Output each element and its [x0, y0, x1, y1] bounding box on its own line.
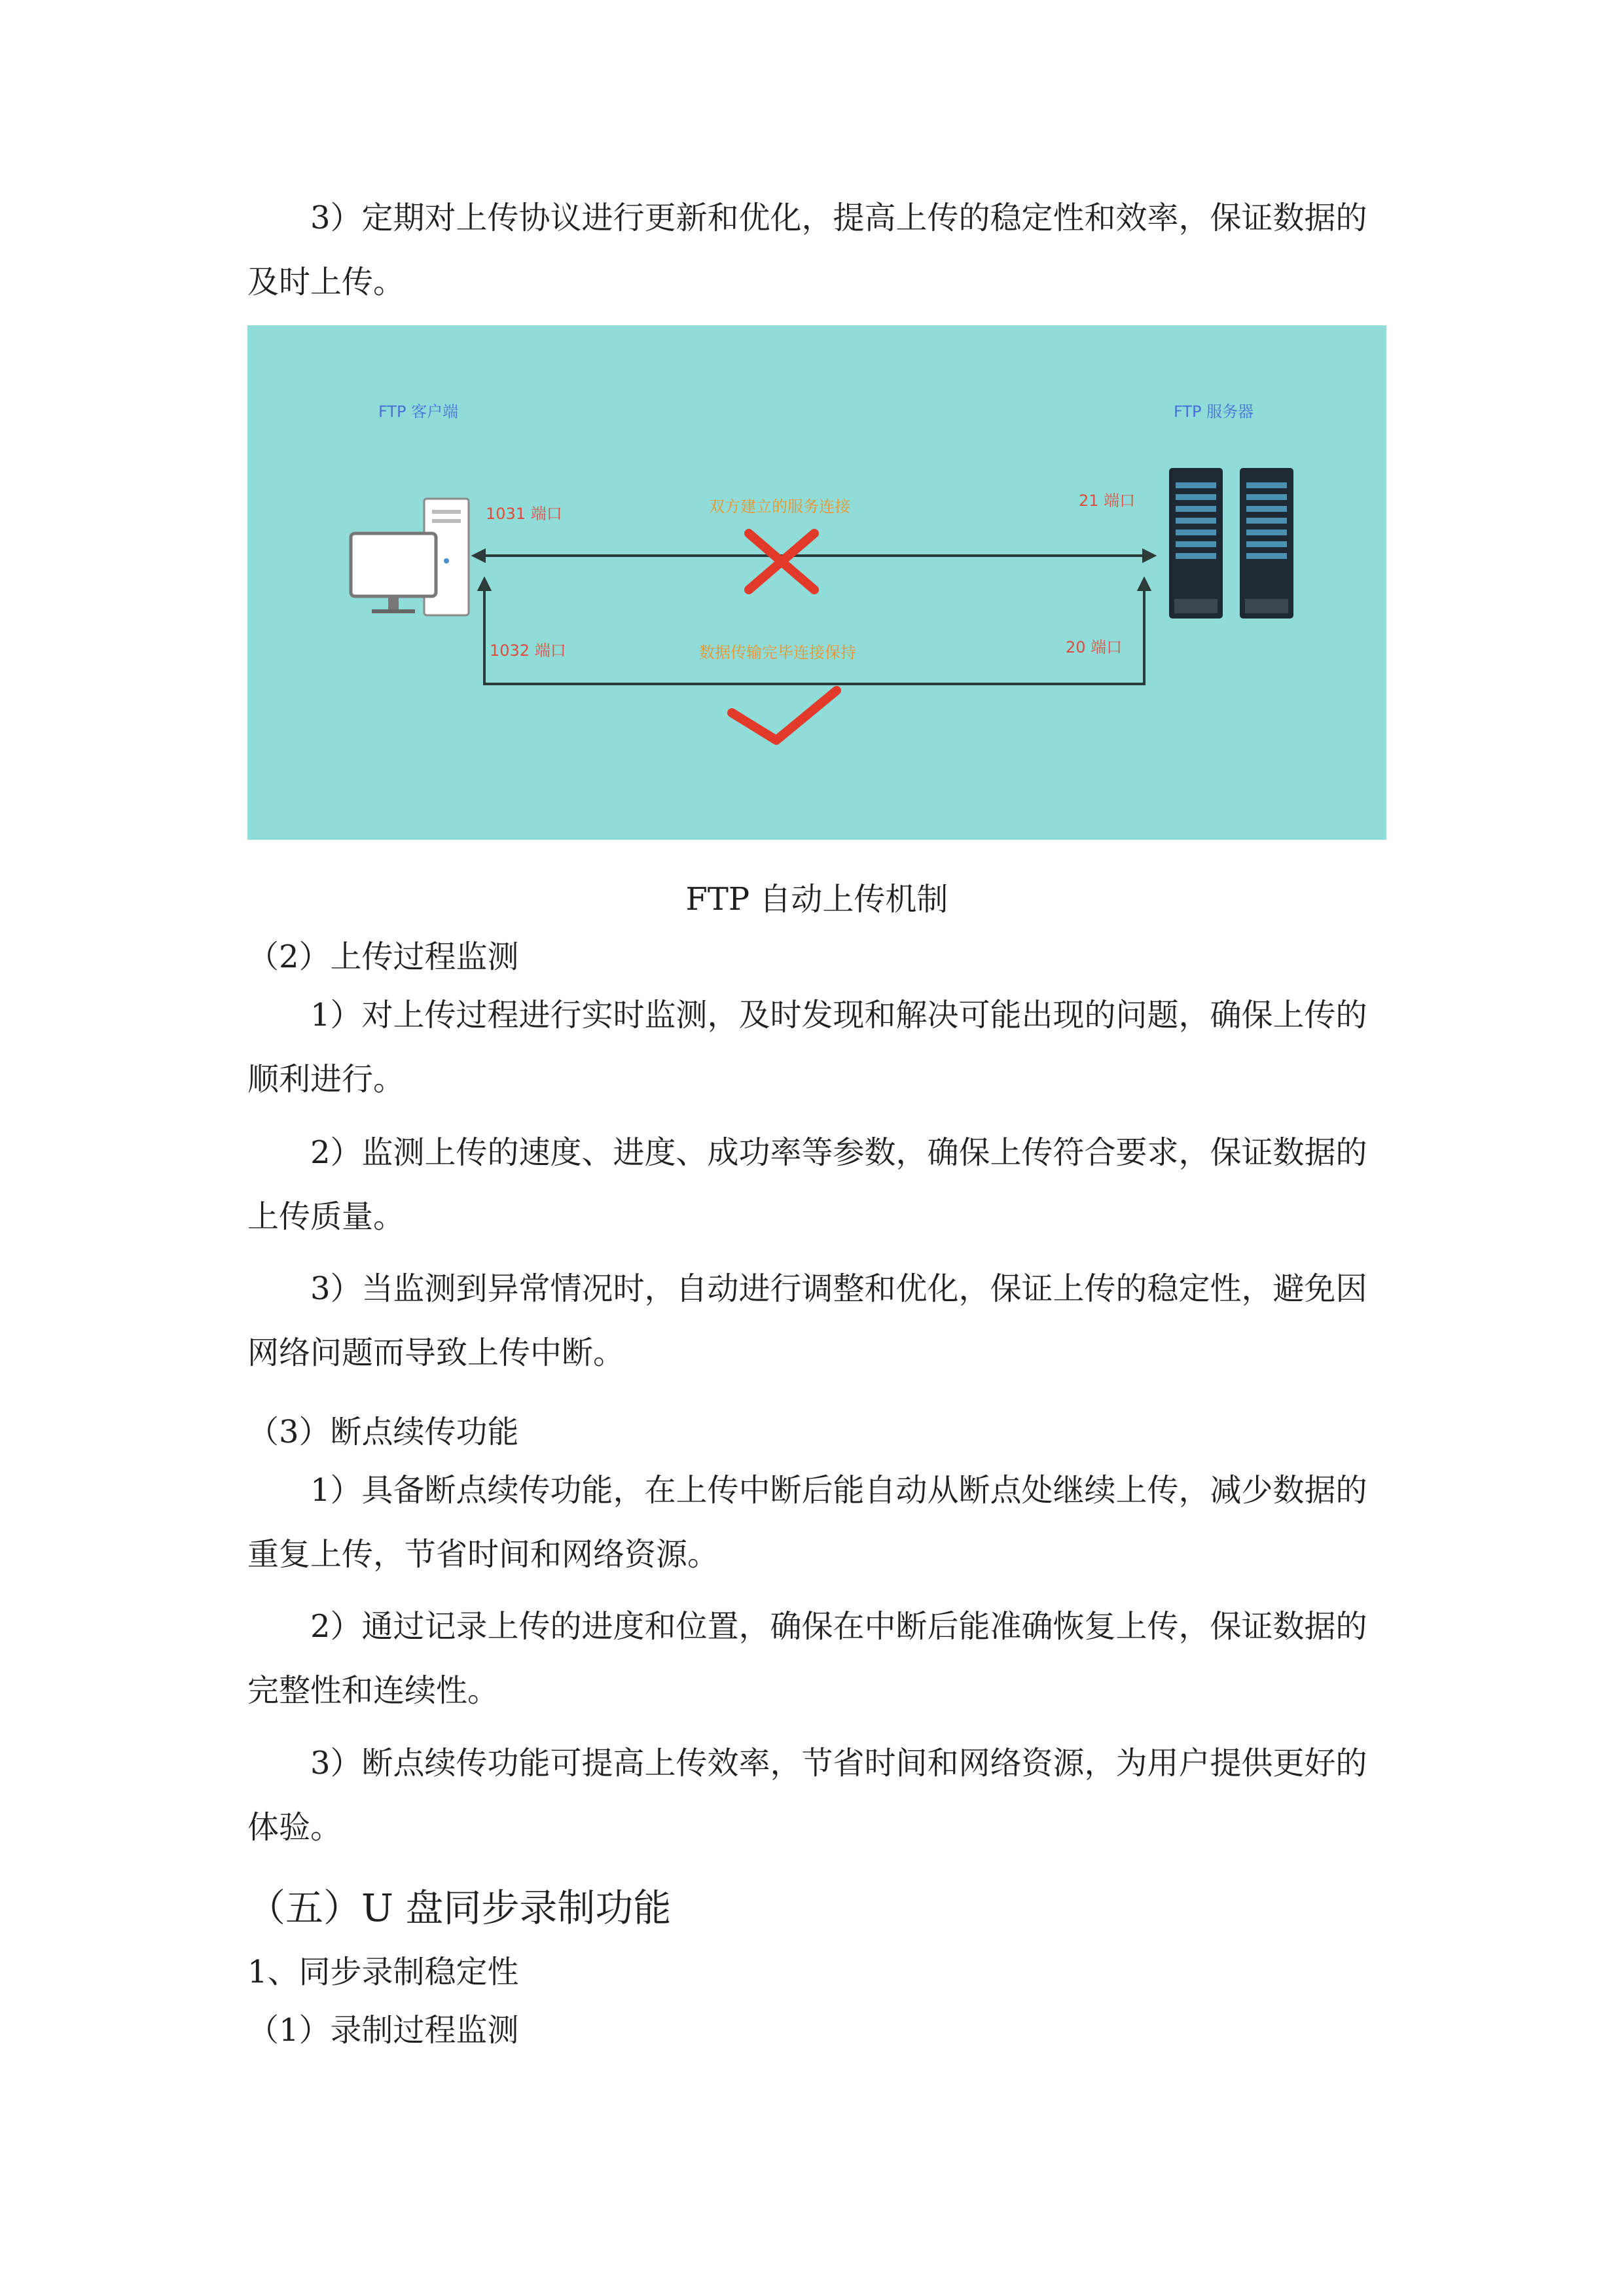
- control-connection-note: 双方建立的服务连接: [709, 497, 850, 516]
- resume-item-2: 2）通过记录上传的进度和位置，确保在中断后能准确恢复上传，保证数据的完整性和连续性。: [247, 1608, 1367, 1709]
- resume-item-3: 3）断点续传功能可提高上传效率，节省时间和网络资源，为用户提供更好的体验。: [247, 1745, 1367, 1846]
- server-icon: [1169, 468, 1293, 619]
- cross-mark-icon: [749, 533, 814, 590]
- control-connection-arrow: [474, 550, 1154, 561]
- port-1031-label: 1031 端口: [486, 505, 562, 523]
- monitor-item-2: 2）监测上传的速度、进度、成功率等参数，确保上传符合要求，保证数据的上传质量。: [247, 1134, 1367, 1235]
- subheading-recording-monitor: （1）录制过程监测: [247, 2012, 519, 2049]
- heading-upload-monitor: （2）上传过程监测: [247, 939, 519, 975]
- resume-item-1: 1）具备断点续传功能，在上传中断后能自动从断点处继续上传，减少数据的重复上传，节省时间和网络资源。: [247, 1472, 1367, 1573]
- figure-caption: FTP 自动上传机制: [685, 881, 948, 918]
- client-label: FTP 客户端: [378, 403, 459, 421]
- subheading-recording-stability: 1、同步录制稳定性: [247, 1954, 519, 1990]
- data-connection-arrow: [479, 579, 1149, 684]
- server-label: FTP 服务器: [1174, 403, 1254, 421]
- heading-usb-recording: （五）U 盘同步录制功能: [247, 1886, 672, 1930]
- heading-resume: （3）断点续传功能: [247, 1414, 519, 1450]
- data-connection-note: 数据传输完毕连接保持: [699, 643, 856, 662]
- monitor-item-1: 1）对上传过程进行实时监测，及时发现和解决可能出现的问题，确保上传的顺利进行。: [247, 997, 1367, 1098]
- port-20-label: 20 端口: [1066, 638, 1123, 656]
- ftp-diagram: [247, 325, 1386, 840]
- ftp-diagram-svg: [247, 325, 1386, 840]
- paragraph-intro: 3）定期对上传协议进行更新和优化，提高上传的稳定性和效率，保证数据的及时上传。: [247, 200, 1367, 300]
- port-1032-label: 1032 端口: [490, 641, 566, 660]
- check-mark-icon: [732, 691, 837, 740]
- client-computer-icon: [351, 499, 469, 615]
- port-21-label: 21 端口: [1079, 492, 1136, 510]
- monitor-item-3: 3）当监测到异常情况时，自动进行调整和优化，保证上传的稳定性，避免因网络问题而导致上传中断。: [247, 1270, 1367, 1371]
